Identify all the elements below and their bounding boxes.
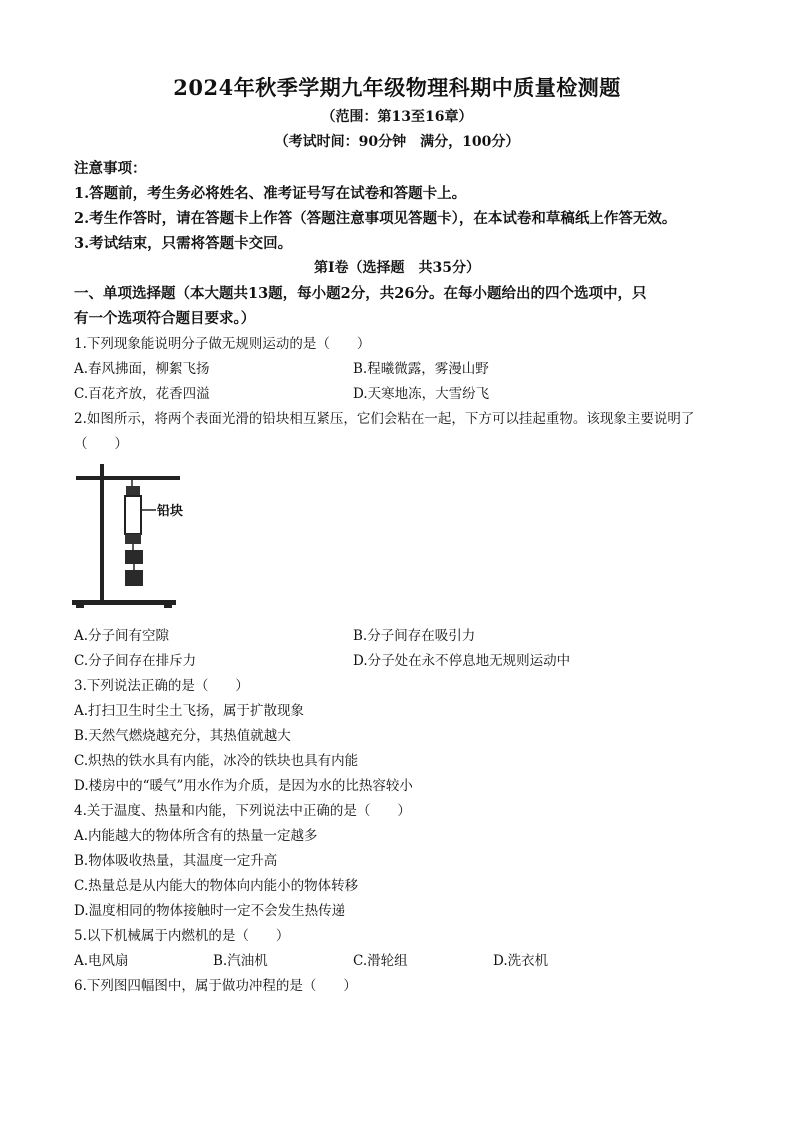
option-c: C.热量总是从内能大的物体向内能小的物体转移	[74, 878, 359, 894]
question-stem-cont: （ ）	[74, 436, 128, 452]
exam-scope: （范围：第13至16章）	[321, 109, 473, 125]
section-heading-line2: 有一个选项符合题目要求。）	[74, 310, 256, 327]
option-b: B.物体吸收热量，其温度一定升高	[74, 853, 278, 869]
lead-block-upper	[125, 496, 141, 534]
lead-blocks-figure	[70, 458, 190, 612]
lead-block-lower	[125, 534, 141, 544]
option-a: A.内能越大的物体所含有的热量一定越多	[74, 828, 318, 844]
option-d: D.楼房中的“暖气”用水作为介质，是因为水的比热容较小	[74, 778, 413, 794]
note-item: 1.答题前，考生务必将姓名、准考证号写在试卷和答题卡上。	[74, 185, 467, 202]
option-d: D.温度相同的物体接触时一定不会发生热传递	[74, 903, 346, 919]
option-d: D.分子处在永不停息地无规则运动中	[353, 653, 571, 669]
stand-base	[72, 600, 176, 605]
option-b: B.汽油机	[213, 953, 268, 969]
lead-blocks-diagram	[70, 458, 190, 612]
option-d: D.洗衣机	[493, 953, 549, 969]
option-d: D.天寒地冻，大雪纷飞	[353, 386, 490, 402]
question-stem: 1.下列现象能说明分子做无规则运动的是（ ）	[74, 336, 371, 352]
lead-block-label: 铅块	[157, 504, 184, 519]
option-c: C.滑轮组	[353, 953, 408, 969]
option-b: B.程曦微露，雾漫山野	[353, 361, 489, 377]
note-item: 2.考生作答时，请在答题卡上作答（答题注意事项见答题卡），在本试卷和草稿纸上作答无效。	[74, 210, 677, 227]
part-title: 第Ⅰ卷（选择题 共35分）	[313, 260, 481, 276]
option-a: A.打扫卫生时尘土飞扬，属于扩散现象	[74, 703, 305, 719]
option-c: C.炽热的铁水具有内能，冰冷的铁块也具有内能	[74, 753, 359, 769]
option-b: B.天然气燃烧越充分，其热值就越大	[74, 728, 291, 744]
option-a: A.分子间有空隙	[74, 628, 170, 644]
option-c: C.百花齐放，花香四溢	[74, 386, 210, 402]
question-stem: 5.以下机械属于内燃机的是（ ）	[74, 928, 290, 944]
exam-title: 2024年秋季学期九年级物理科期中质量检测题	[173, 75, 621, 100]
option-a: A.电风扇	[74, 953, 129, 969]
question-stem: 3.下列说法正确的是（ ）	[74, 678, 249, 694]
section-heading-line1: 一、单项选择题（本大题共13题，每小题2分，共26分。在每小题给出的四个选项中，只	[74, 285, 647, 302]
option-a: A.春风拂面，柳絮飞扬	[74, 361, 210, 377]
stand-crossbar	[76, 476, 180, 480]
question-stem: 4.关于温度、热量和内能，下列说法中正确的是（ ）	[74, 803, 411, 819]
option-c: C.分子间存在排斥力	[74, 653, 197, 669]
question-stem: 6.下列图四幅图中，属于做功冲程的是（ ）	[74, 978, 357, 994]
weight-lower	[125, 570, 143, 586]
question-stem: 2.如图所示，将两个表面光滑的铅块相互紧压，它们会粘在一起，下方可以挂起重物。该现象主要说明了	[74, 411, 695, 427]
note-item: 3.考试结束，只需将答题卡交回。	[74, 235, 293, 252]
notes-heading: 注意事项：	[74, 160, 147, 177]
exam-time-info: （考试时间：90分钟 满分，100分）	[274, 134, 520, 150]
stand-pole	[100, 464, 104, 602]
option-b: B.分子间存在吸引力	[353, 628, 476, 644]
weight-upper	[125, 550, 143, 564]
